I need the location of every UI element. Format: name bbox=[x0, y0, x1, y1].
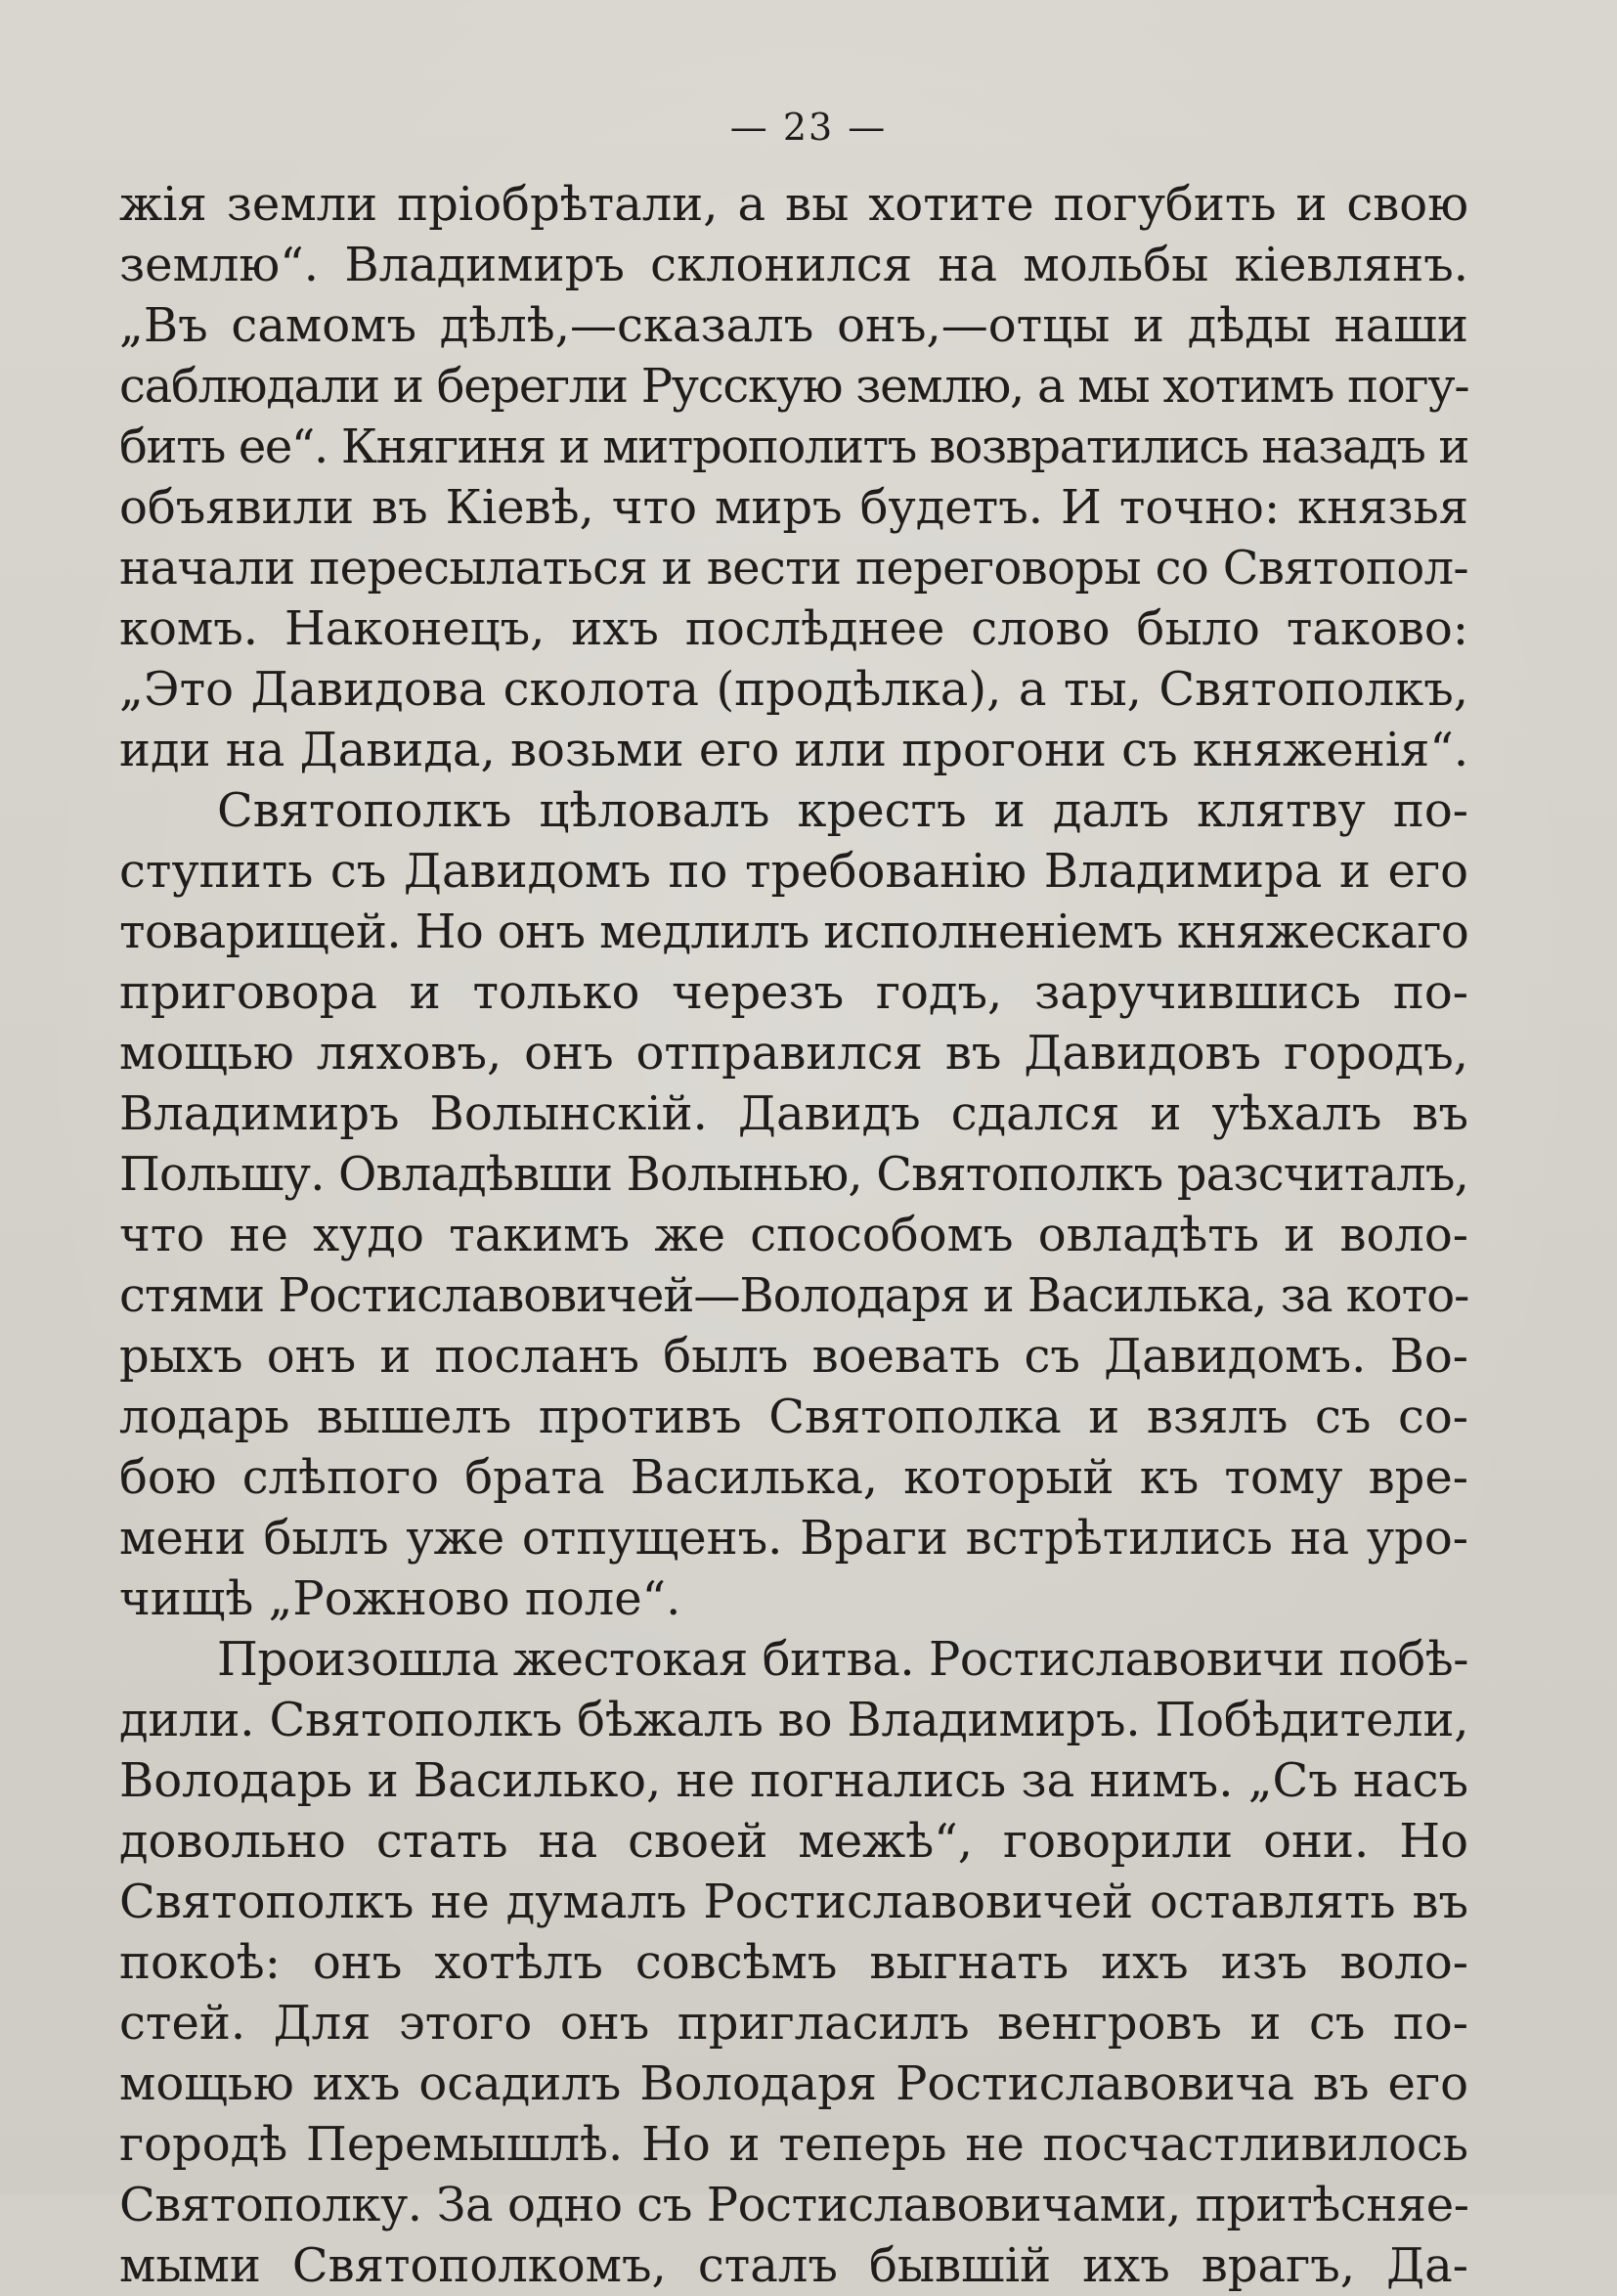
text-line: покоѣ: онъ хотѣлъ совсѣмъ выгнать ихъ изъ воло- bbox=[119, 1935, 1468, 1990]
text-line: землю“. Владимиръ склонился на мольбы кіевлянъ. bbox=[119, 238, 1468, 292]
text-line: комъ. Наконецъ, ихъ послѣднее слово было таково: bbox=[119, 601, 1468, 656]
text-line: довольно стать на своей межѣ“, говорили они. Но bbox=[119, 1814, 1468, 1869]
text-line: товарищей. Но онъ медлилъ исполненіемъ княжескаго bbox=[119, 905, 1469, 959]
text-line: рыхъ онъ и посланъ былъ воевать съ Давидомъ. Во- bbox=[119, 1329, 1468, 1384]
text-line: мыми Святополкомъ, сталъ бывшій ихъ врагъ, Да- bbox=[119, 2238, 1468, 2293]
text-line: иди на Давида, возьми его или прогони съ княженія“. bbox=[119, 723, 1469, 777]
text-line: чищѣ „Рожново поле“. bbox=[119, 1571, 681, 1626]
text-line: стей. Для этого онъ пригласилъ венгровъ и съ по- bbox=[119, 1996, 1468, 2051]
text-line: лодарь вышелъ противъ Святополка и взялъ съ со- bbox=[119, 1390, 1468, 1444]
text-line: объявили въ Кіевѣ, что миръ будетъ. И точно: князья bbox=[119, 480, 1468, 535]
text-line: мощью ляховъ, онъ отправился въ Давидовъ городъ, bbox=[119, 1026, 1468, 1081]
text-line: Польшу. Овладѣвши Волынью, Святополкъ разсчиталъ, bbox=[119, 1147, 1469, 1202]
text-line: дили. Святополкъ бѣжалъ во Владимиръ. Побѣдители, bbox=[119, 1693, 1469, 1747]
text-line: „Въ самомъ дѣлѣ,—сказалъ онъ,—отцы и дѣды наши bbox=[119, 298, 1468, 353]
text-line: бить ее“. Княгиня и митрополитъ возвратились назадъ и bbox=[119, 419, 1468, 474]
text-line: мощью ихъ осадилъ Володаря Ростиславовича въ его bbox=[119, 2056, 1468, 2111]
text-line: Святополкъ не думалъ Ростиславовичей оставлять въ bbox=[119, 1875, 1468, 1929]
text-line: Володарь и Василько, не погнались за нимъ. „Съ насъ bbox=[119, 1753, 1468, 1808]
text-line: городѣ Перемышлѣ. Но и теперь не посчастливилось bbox=[119, 2117, 1468, 2172]
text-line: бою слѣпого брата Василька, который къ тому вре- bbox=[119, 1450, 1468, 1505]
body-text bbox=[119, 174, 1468, 2296]
text-line: что не худо такимъ же способомъ овладѣть и воло- bbox=[119, 1208, 1468, 1262]
page-number: — 23 — bbox=[729, 106, 888, 149]
text-line: ступить съ Давидомъ по требованію Владимира и его bbox=[119, 844, 1468, 899]
text-line: жія земли пріобрѣтали, а вы хотите погубить и свою bbox=[119, 177, 1468, 232]
text-line: Произошла жестокая битва. Ростиславовичи побѣ- bbox=[217, 1632, 1468, 1687]
text-line: стями Ростиславовичей—Володаря и Василька, за кото- bbox=[119, 1268, 1469, 1323]
text-line: мени былъ уже отпущенъ. Враги встрѣтились на уро- bbox=[119, 1511, 1468, 1566]
text-line: „Это Давидова сколота (продѣлка), а ты, Святополкъ, bbox=[119, 662, 1468, 717]
text-line: приговора и только черезъ годъ, заручившись по- bbox=[119, 965, 1468, 1020]
text-line: саблюдали и берегли Русскую землю, а мы хотимъ погу- bbox=[119, 359, 1469, 414]
text-line: Святополкъ цѣловалъ крестъ и далъ клятву по- bbox=[217, 783, 1468, 838]
text-line: начали пересылаться и вести переговоры со Святопол- bbox=[119, 541, 1468, 596]
text-line: Святополку. За одно съ Ростиславовичами, притѣсняе- bbox=[119, 2178, 1469, 2232]
text-line: Владимиръ Волынскій. Давидъ сдался и уѣхалъ въ bbox=[119, 1086, 1468, 1141]
